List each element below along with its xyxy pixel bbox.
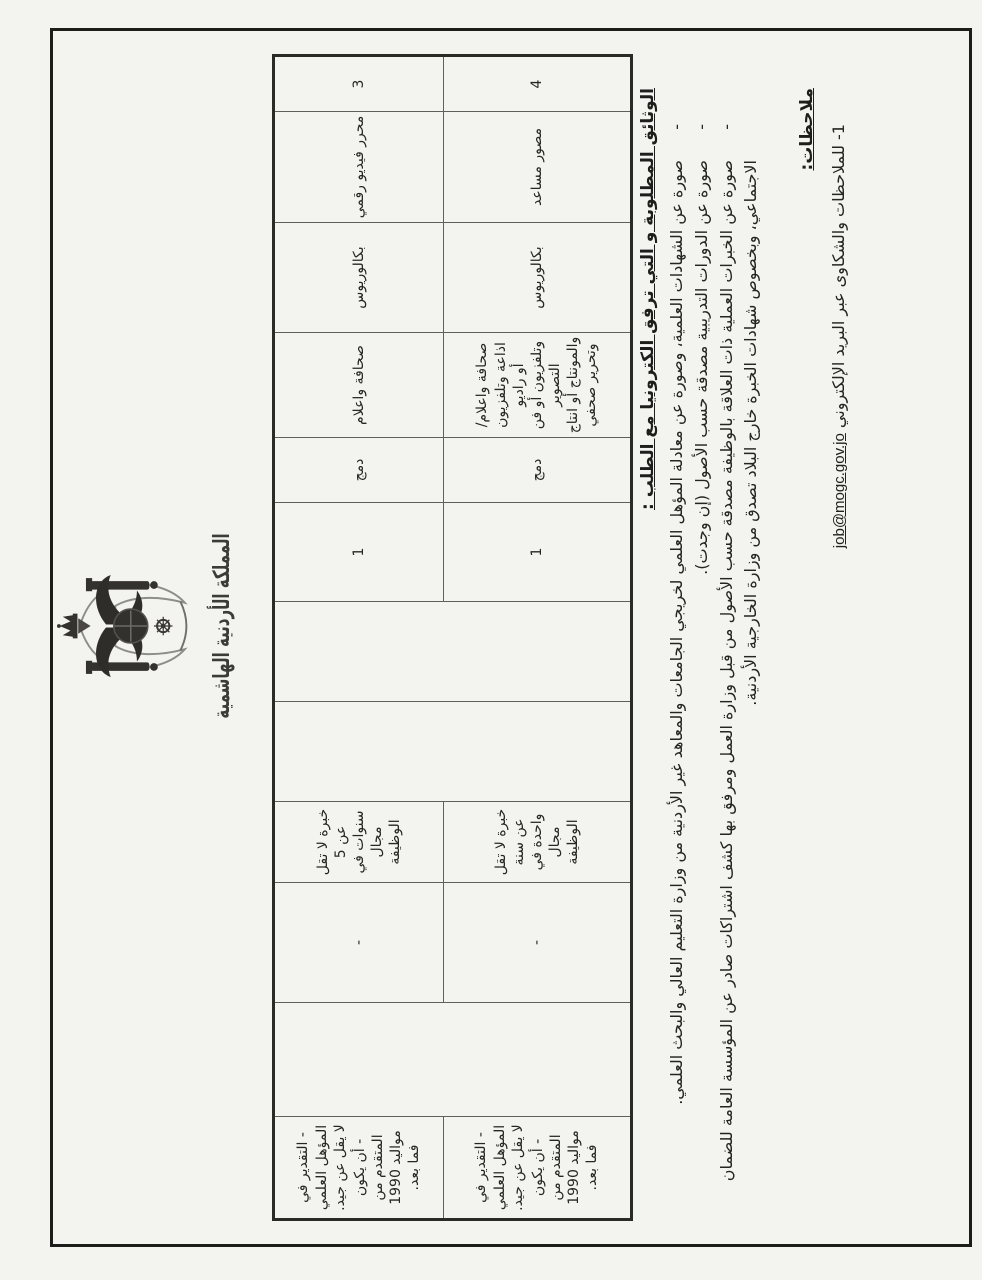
document-item	[690, 88, 715, 1210]
condition-line: - التقدير في المؤهل العلمي لا يقل عن جيد.	[295, 1124, 348, 1211]
kingdom-title-calligraphy: المملكة الأردنية الهاشمية	[208, 533, 235, 719]
note-text: 1- للملاحظات والشكاوى عبر البريد الإلكتروني	[829, 124, 848, 434]
document-item-text: صورة عن الدورات التدريبية مصدقة حسب الأصول (إن وجدت).	[691, 160, 711, 575]
jordan-coat-of-arms-icon	[56, 541, 204, 711]
condition-line: - أن يكون المتقدم من مواليد 1990 فما بعد.	[351, 1130, 423, 1205]
merged-empty-cell	[274, 702, 632, 802]
notes-section	[797, 88, 852, 1210]
merged-empty-cell	[274, 602, 632, 702]
row3-vacancies-cell: 1	[274, 503, 444, 602]
bullet-dash: -	[716, 124, 736, 130]
document-item	[665, 88, 690, 1210]
note-line	[826, 88, 852, 1210]
table-row-3	[274, 56, 444, 1220]
row4-job-title-cell: مصور مساعد	[444, 112, 632, 223]
required-documents-heading: الوثائق المطلوبة و التي ترفق الكترونيا مع الطلب :	[638, 88, 658, 511]
emblem-container	[56, 526, 206, 726]
bullet-dash: -	[691, 124, 711, 130]
document-item	[715, 88, 765, 1210]
row3-category-cell: دمج	[274, 438, 444, 503]
row4-category-cell: دمج	[444, 438, 632, 503]
row3-specialization-cell: صحافة واعلام	[274, 333, 444, 438]
row4-specialization-cell: صحافة واعلام/اذاعة وتلفزيون أو راديو وتلفزيون أو فن التصوير والمونتاج أو انتاج وتحرير صحفي	[444, 333, 632, 438]
document-item-text: صورة عن الشهادات العلمية، وصورة عن معادلة المؤهل العلمي لخريجي الجامعات والمعاهد غير الأردنية من وزارة التعليم العالي والبحث العلمي.	[667, 160, 686, 1105]
vacancies-table	[272, 54, 633, 1221]
condition-line: - التقدير في المؤهل العلمي لا يقل عن جيد.	[473, 1124, 526, 1211]
merged-empty-cell	[274, 1003, 632, 1117]
row3-conditions-cell	[274, 1117, 444, 1220]
required-documents-section	[638, 88, 764, 1210]
document-item-text: صورة عن الخبرات العملية ذات العلاقة بالوظيفة مصدقة حسب الأصول من قبل وزارة العمل ومرفق بها كشف اشتراكات صادر عن المؤسسة العامة للضمان الاجتماعي، وبخصوص شهادات الخبرة خارج البلاد تصدق من وزارة الخارجية الأردنية.	[716, 160, 761, 1182]
row4-experience-cell: خبرة لا تقل عن سنة واحدة في مجال الوظيفة	[444, 802, 632, 883]
row4-dash-cell: -	[444, 883, 632, 1003]
row4-vacancies-cell: 1	[444, 503, 632, 602]
row3-experience-cell: خبرة لا تقل عن 5 سنوات في مجال الوظيفة	[274, 802, 444, 883]
row4-degree-cell: بكالوريوس	[444, 223, 632, 333]
condition-line: - أن يكون المتقدم من مواليد 1990 فما بعد.	[529, 1130, 601, 1205]
row3-number-cell: 3	[274, 56, 444, 112]
row3-dash-cell: -	[274, 883, 444, 1003]
bullet-dash: -	[667, 124, 686, 130]
row4-conditions-cell	[444, 1117, 632, 1220]
notes-heading: ملاحظات:	[797, 88, 817, 171]
row4-number-cell: 4	[444, 56, 632, 112]
row3-degree-cell: بكالوريوس	[274, 223, 444, 333]
row3-job-title-cell: محرر فيديو رقمي	[274, 112, 444, 223]
contact-email: job@mogc.gov.jo	[831, 433, 848, 549]
